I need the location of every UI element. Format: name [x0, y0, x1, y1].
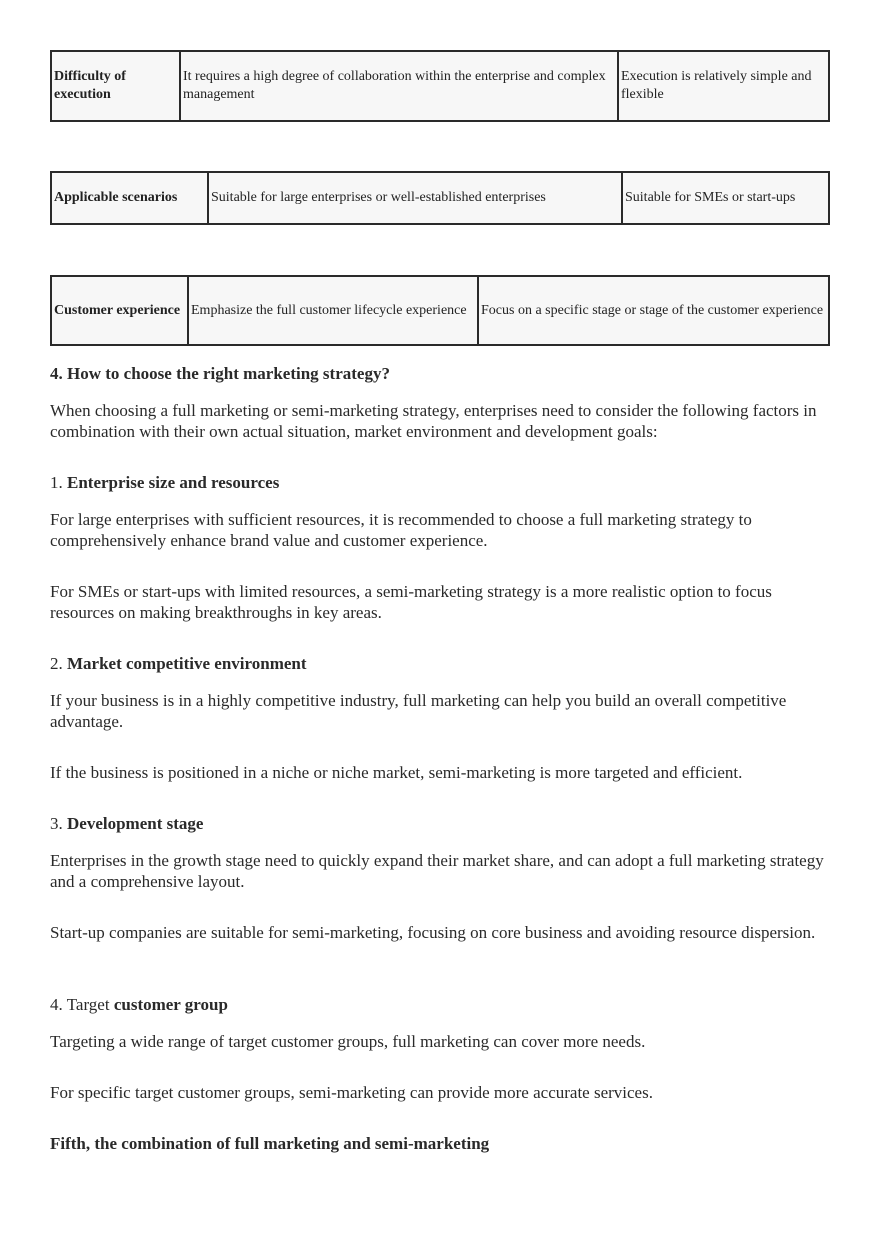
full-marketing-cell: Emphasize the full customer lifecycle experience — [188, 276, 478, 345]
factor-title-plain: Target — [66, 995, 114, 1014]
factor-number: 1. — [50, 473, 67, 492]
semi-marketing-cell: Suitable for SMEs or start-ups — [622, 172, 829, 224]
row-header: Difficulty of execution — [51, 51, 180, 121]
factor-paragraph: Targeting a wide range of target customer groups, full marketing can cover more needs. — [50, 1032, 646, 1051]
comparison-table-difficulty — [50, 50, 830, 122]
section-intro: When choosing a full marketing or semi-marketing strategy, enterprises need to consider the following factors in combination with their own actual situation, market environment and development goals: — [50, 401, 817, 441]
factor-heading — [50, 994, 830, 1015]
factor-paragraph: Start-up companies are suitable for semi-marketing, focusing on core business and avoiding resource dispersion. — [50, 923, 816, 942]
table-row — [51, 51, 829, 121]
factor-heading — [50, 472, 830, 493]
factor-paragraph: For SMEs or start-ups with limited resources, a semi-marketing strategy is a more realistic option to focus resources on making breakthroughs in key areas. — [50, 582, 772, 622]
factor-paragraph: If your business is in a highly competitive industry, full marketing can help you build an overall competitive advantage. — [50, 691, 787, 731]
semi-marketing-cell: Execution is relatively simple and flexible — [618, 51, 829, 121]
comparison-table-scenarios — [50, 171, 830, 225]
factor-heading — [50, 813, 830, 834]
row-header: Customer experience — [51, 276, 188, 345]
full-marketing-cell: It requires a high degree of collaboration within the enterprise and complex management — [180, 51, 618, 121]
factor-number: 2. — [50, 654, 67, 673]
factor-title: customer group — [113, 995, 228, 1014]
semi-marketing-cell: Focus on a specific stage or stage of the customer experience — [478, 276, 829, 345]
section-heading: Fifth, the combination of full marketing and semi-marketing — [50, 1134, 490, 1153]
full-marketing-cell: Suitable for large enterprises or well-established enterprises — [208, 172, 622, 224]
factor-paragraph: For specific target customer groups, semi-marketing can provide more accurate services. — [50, 1083, 653, 1102]
comparison-table-customer-experience — [50, 275, 830, 346]
factor-title: Market competitive environment — [67, 654, 307, 673]
section-heading: 4. How to choose the right marketing strategy? — [50, 364, 390, 383]
factor-paragraph: For large enterprises with sufficient resources, it is recommended to choose a full marketing strategy to comprehensively enhance brand value and customer experience. — [50, 510, 752, 550]
factor-number: 3. — [50, 814, 67, 833]
factor-paragraph: If the business is positioned in a niche or niche market, semi-marketing is more targeted and efficient. — [50, 763, 743, 782]
factor-title: Enterprise size and resources — [67, 473, 280, 492]
factor-title: Development stage — [67, 814, 204, 833]
table-row — [51, 276, 829, 345]
row-header: Applicable scenarios — [51, 172, 208, 224]
factor-paragraph: Enterprises in the growth stage need to quickly expand their market share, and can adopt a full marketing strategy and a comprehensive layout. — [50, 851, 824, 891]
factor-number: 4. — [50, 995, 67, 1014]
table-row — [51, 172, 829, 224]
factor-heading — [50, 653, 830, 674]
